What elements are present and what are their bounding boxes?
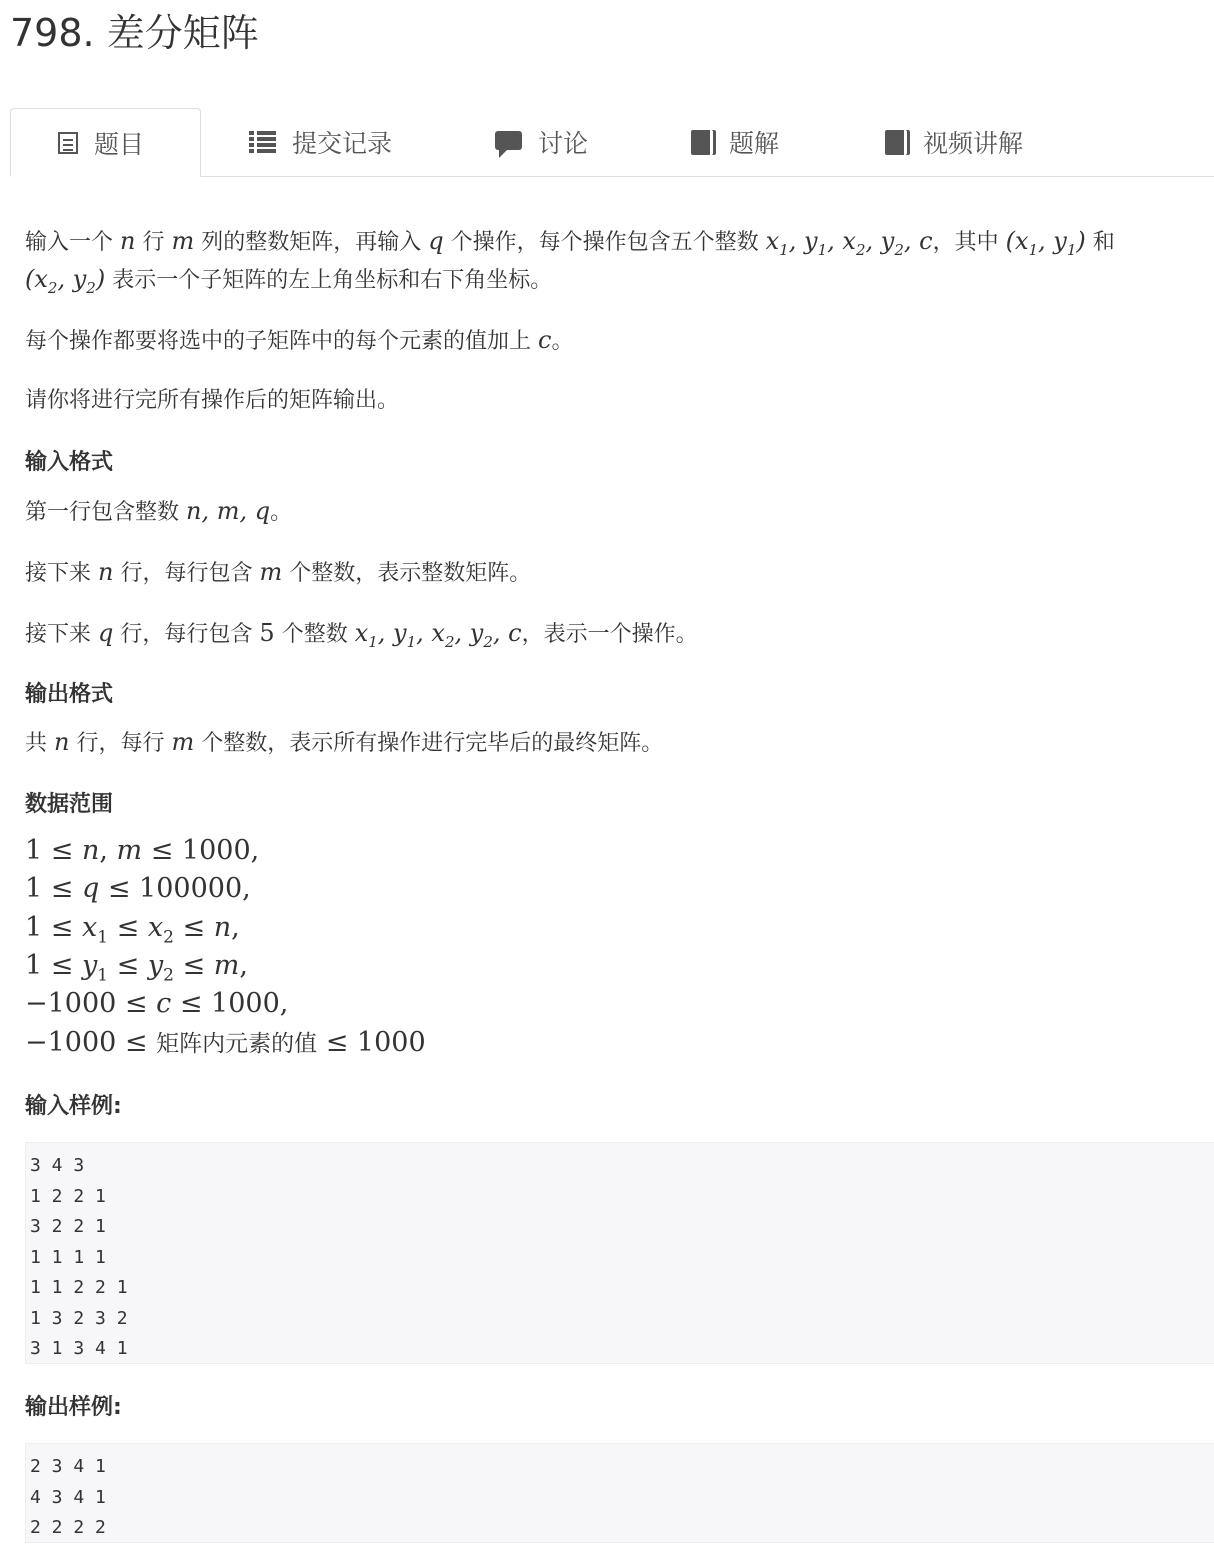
constraint-2: 1 ≤ q ≤ 100000, xyxy=(25,873,251,904)
tab-label: 提交记录 xyxy=(292,129,393,158)
description-paragraph-1-cont: ($x_2$, $y_2$) 表示一个子矩阵的左上角坐标和右下角坐标。 xyxy=(25,265,553,297)
description-paragraph-1: 输入一个 n 行 m 列的整数矩阵，再输入 q 个操作，每个操作包含五个整数 $x_1$, $y_1$, $x_2$, $y_2$, c，其中 ($x_1$, $y_1$) 和 xyxy=(25,227,1115,259)
tab-submissions[interactable] xyxy=(249,108,392,176)
input-format-line-3: 接下来 q 行，每行包含 5 个整数 $x_1$, $y_1$, $x_2$, $y_2$, c，表示一个操作。 xyxy=(25,619,698,651)
page-title: 798. 差分矩阵 xyxy=(10,11,259,55)
description-paragraph-2: 每个操作都要将选中的子矩阵中的每个元素的值加上 c。 xyxy=(25,326,574,354)
output-format-line: 共 n 行，每行 m 个整数，表示所有操作进行完毕后的最终矩阵。 xyxy=(25,728,664,756)
constraint-1: 1 ≤ n, m ≤ 1000, xyxy=(25,835,260,866)
tab-label: 题目 xyxy=(94,129,145,159)
tab-problem[interactable] xyxy=(10,108,201,177)
constraint-4: $1 \le y_1 \le y_2 \le m$, xyxy=(25,950,248,986)
tab-label: 讨论 xyxy=(538,129,589,158)
tab-label: 题解 xyxy=(729,129,780,158)
output-format-heading: 输出格式 xyxy=(25,682,114,707)
constraint-6: −1000 ≤ 矩阵内元素的值 ≤ 1000 xyxy=(25,1027,426,1058)
sample-output-heading: 输出样例: xyxy=(25,1395,122,1420)
constraints-heading: 数据范围 xyxy=(25,792,114,817)
sample-output-code[interactable]: 2 3 4 1 4 3 4 1 2 2 2 2 xyxy=(25,1443,1214,1543)
constraint-3: $1 \le x_1 \le x_2 \le n$, xyxy=(25,912,240,948)
input-format-line-2: 接下来 n 行，每行包含 m 个整数，表示整数矩阵。 xyxy=(25,558,532,586)
input-format-heading: 输入格式 xyxy=(25,450,114,475)
sample-input-code[interactable]: 3 4 3 1 2 2 1 3 2 2 1 1 1 1 1 1 1 2 2 1 1 3 2 3 2 3 1 3 4 1 xyxy=(25,1142,1214,1364)
note-icon xyxy=(58,132,78,154)
list-icon xyxy=(249,131,276,153)
sample-input-heading: 输入样例: xyxy=(25,1094,122,1119)
tab-label: 视频讲解 xyxy=(923,129,1024,158)
input-format-line-1: 第一行包含整数 n, m, q。 xyxy=(25,497,293,525)
tab-video[interactable] xyxy=(885,108,1023,176)
constraint-5: −1000 ≤ c ≤ 1000, xyxy=(25,988,289,1019)
comment-icon xyxy=(495,131,522,150)
problem-tabs xyxy=(10,108,1214,177)
tab-discussion[interactable] xyxy=(495,108,588,176)
book-icon xyxy=(885,130,907,155)
book-icon xyxy=(691,130,713,155)
description-paragraph-3: 请你将进行完所有操作后的矩阵输出。 xyxy=(25,388,400,413)
tab-solutions[interactable] xyxy=(691,108,779,176)
